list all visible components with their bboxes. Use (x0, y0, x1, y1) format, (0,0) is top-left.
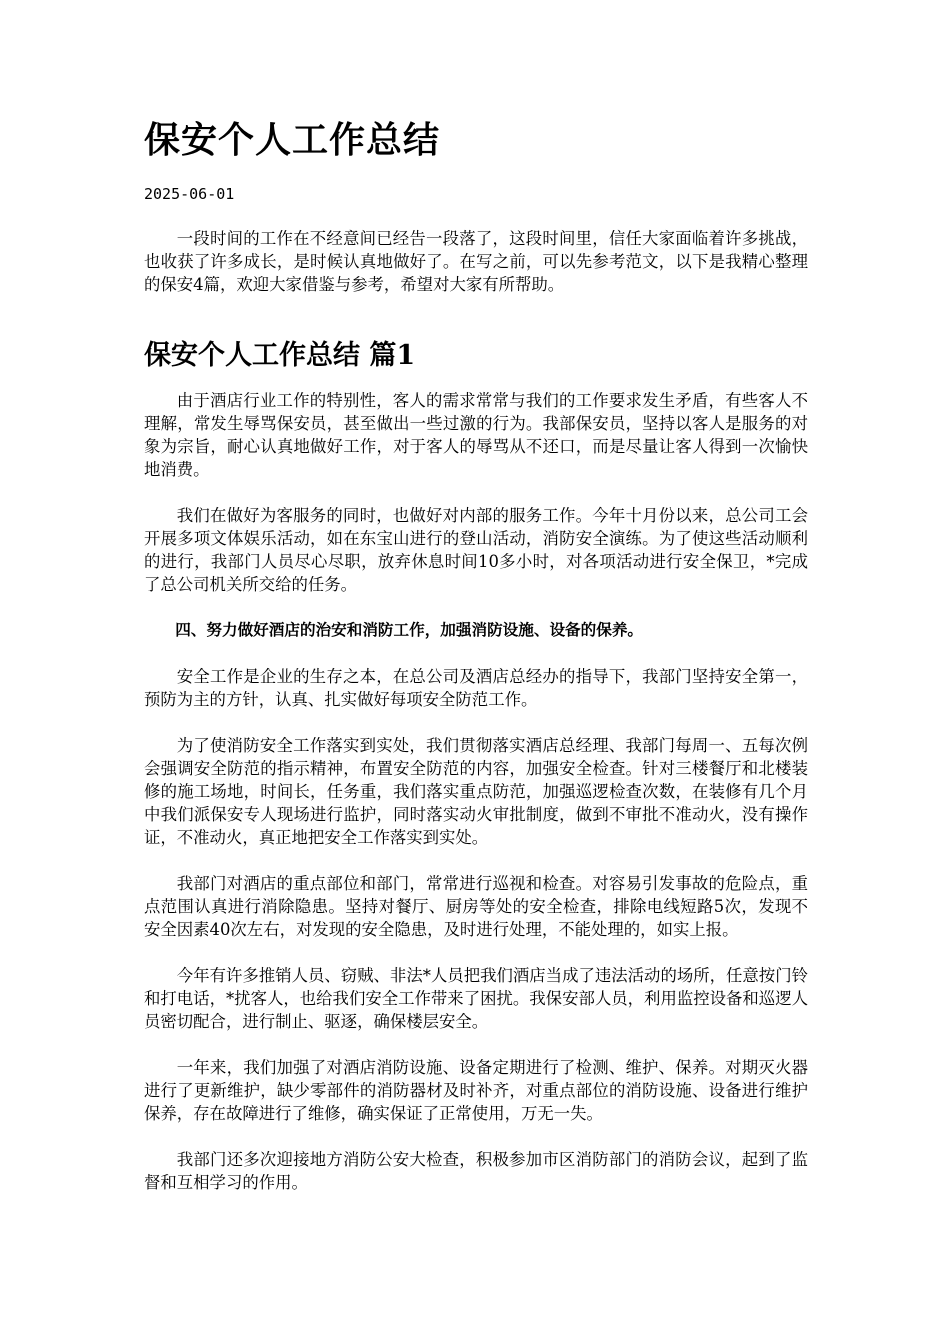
paragraph: 我部门还多次迎接地方消防公安大检查，积极参加市区消防部门的消防会议，起到了监督和互相学习的作用。 (144, 1150, 808, 1192)
paragraph: 为了使消防安全工作落实到实处，我们贯彻落实酒店总经理、我部门每周一、五每次例会强调安全防范的指示精神，布置安全防范的内容，加强安全检查。针对三楼餐厅和北楼装修的施工场地，时间长，任务重，我们落实重点防范，加强巡逻检查次数，在装修有几个月中我们派保安专人现场进行监护，同时落实动火审批制度，做到不审批不准动火，没有操作证，不准动火，真正地把安全工作落实到实处。 (144, 736, 808, 847)
section-body (144, 389, 808, 1217)
paragraph: 今年有许多推销人员、窃贼、非法*人员把我们酒店当成了违法活动的场所，任意按门铃和打电话，*扰客人，也给我们安全工作带来了困扰。我保安部人员，利用监控设备和巡逻人员密切配合，进行制止、驱逐，确保楼层安全。 (144, 966, 808, 1031)
paragraph: 由于酒店行业工作的特别性，客人的需求常常与我们的工作要求发生矛盾，有些客人不理解，常发生辱骂保安员，甚至做出一些过激的行为。我部保安员，坚持以客人是服务的对象为宗旨，耐心认真地做好工作，对于客人的辱骂从不还口，而是尽量让客人得到一次愉快地消费。 (144, 391, 808, 479)
intro-paragraph: 一段时间的工作在不经意间已经告一段落了，这段时间里，信任大家面临着许多挑战，也收获了许多成长，是时候认真地做好了。在写之前，可以先参考范文，以下是我精心整理的保安4篇，欢迎大家借鉴与参考，希望对大家有所帮助。 (144, 229, 808, 294)
document-date: 2025-06-01 (144, 185, 235, 203)
section-heading: 保安个人工作总结 篇1 (144, 340, 416, 371)
paragraph: 我们在做好为客服务的同时，也做好对内部的服务工作。今年十月份以来，总公司工会开展多项文体娱乐活动，如在东宝山进行的登山活动，消防安全演练。为了使这些活动顺利的进行，我部门人员尽心尽职，放弃休息时间10多小时，对各项活动进行安全保卫，*完成了总公司机关所交给的任务。 (144, 506, 808, 594)
paragraph: 我部门对酒店的重点部位和部门，常常进行巡视和检查。对容易引发事故的危险点，重点范围认真进行消除隐患。坚持对餐厅、厨房等处的安全检查，排除电线短路5次，发现不安全因素40次左右，对发现的安全隐患，及时进行处理，不能处理的，如实上报。 (144, 874, 808, 939)
subheading-paragraph: 四、努力做好酒店的治安和消防工作，加强消防设施、设备的保养。 (175, 621, 644, 639)
paragraph: 一年来，我们加强了对酒店消防设施、设备定期进行了检测、维护、保养。对期灭火器进行了更新维护，缺少零部件的消防器材及时补齐，对重点部位的消防设施、设备进行维护保养，存在故障进行了维修，确实保证了正常使用，万无一失。 (144, 1058, 808, 1123)
paragraph: 安全工作是企业的生存之本，在总公司及酒店总经办的指导下，我部门坚持安全第一，预防为主的方针，认真、扎实做好每项安全防范工作。 (144, 667, 808, 709)
document-title: 保安个人工作总结 (144, 119, 441, 161)
